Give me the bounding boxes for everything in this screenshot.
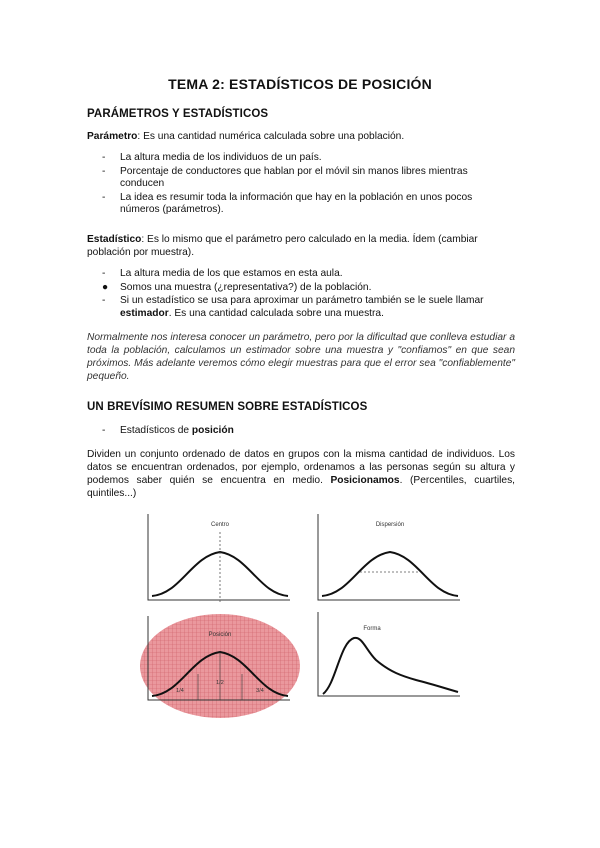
parametro-def-text: : Es una cantidad numérica calculada sobre una población. [137,131,405,142]
list-item: - La altura media de los individuos de un país. [102,152,322,163]
panel-posicion [140,614,300,718]
q1-label: 1/4 [176,688,184,694]
dash-marker: - [102,425,106,436]
section-heading-parametros: PARÁMETROS Y ESTADÍSTICOS [87,108,269,120]
q3-label: 3/4 [256,688,264,694]
list-item: - Si un estadístico se usa para aproximar un parámetro también se le suele llamar estimador. Es una cantidad calculada sobre una muestra. [102,295,484,319]
forma-label: Forma [363,626,381,632]
list-item: ● Somos una muestra (¿representativa?) de la población. [102,281,372,293]
posicion-paragraph: Dividen un conjunto ordenado de datos en grupos con la misma cantidad de individuos. Los datos se encuentran ordenados, por ejemplo, ordenamos a las personas según su altura y podemos saber quién se encuentra en medio. Posicionamos. (Percentiles, cuartiles, quintiles...) [87,449,515,499]
skewed-curve [323,638,458,694]
posicionamos-term: Posicionamos [330,475,400,486]
parametro-definition [87,130,515,143]
dispersion-label: Dispersión [375,522,405,528]
estimador-term: estimador [120,307,169,319]
list-item: - Porcentaje de conductores que hablan por el móvil sin manos libres mientras conducen [102,165,468,189]
panel-forma [318,612,460,696]
page-title: TEMA 2: ESTADÍSTICOS DE POSICIÓN [168,76,432,92]
parametro-term: Parámetro [87,131,138,142]
dash-marker: - [102,165,106,177]
estadistico-definition [87,233,515,259]
panel-dispersion [318,514,460,600]
statistics-figures [140,508,470,718]
posicion-term: posición [191,425,234,436]
dash-marker: - [102,152,106,163]
estadisticos-list [100,425,510,439]
estadistico-term: Estadístico [87,234,142,245]
bell-curve [322,552,458,596]
panel-centro [148,514,290,602]
list-item: - Estadísticos de posición [102,425,234,436]
estadistico-examples-list [100,268,510,321]
dash-marker: - [102,191,106,203]
parametro-examples-list [100,152,510,218]
axes [318,612,460,696]
estadistico-def-text: : Es lo mismo que el parámetro pero calculado en la media. Ídem (cambiar población por muestra). [87,234,478,258]
median-label: 1/2 [216,680,224,686]
list-item: - La idea es resumir toda la información que hay en la población en unos pocos números (parámetros). [102,191,473,215]
italic-note: Normalmente nos interesa conocer un parámetro, pero por la dificultad que conlleva estudiar a toda la población, calculamos un estimador sobre una muestra y "confiamos" en que sean próximos. Más adelante veremos cómo elegir muestras para que el error sea "confiablemente" pequeño. [87,332,515,382]
list-item: - La altura media de los que estamos en esta aula. [102,268,343,279]
section-heading-resumen: UN BREVÍSIMO RESUMEN SOBRE ESTADÍSTICOS [87,401,368,413]
centro-label: Centro [210,522,230,528]
posicion-label: Posición [208,632,232,638]
